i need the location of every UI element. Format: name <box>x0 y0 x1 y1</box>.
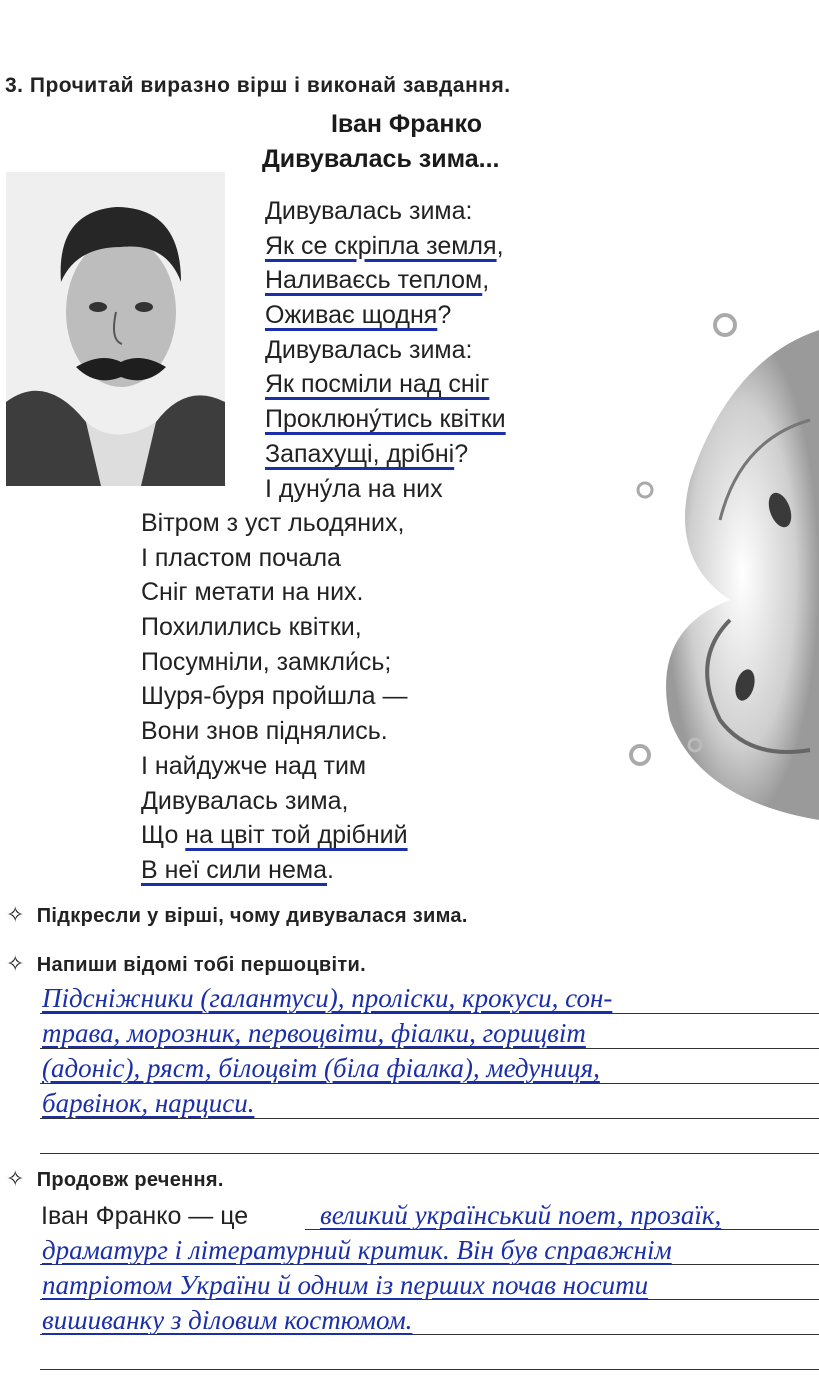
poem-line: Що на цвіт той дрібний <box>141 821 408 850</box>
poem-line: Проклюну́тись квітки <box>265 405 506 434</box>
poem-line: Дивувалась зима: <box>265 335 473 364</box>
poem-line: Як посміли над сніг <box>265 370 490 399</box>
snowdrop-swirl-illustration <box>610 300 819 820</box>
author-name: Іван Франко <box>330 110 482 138</box>
four-point-star-icon: ✧ <box>6 902 25 927</box>
poem-line: Дивувалась зима, <box>141 786 349 815</box>
poem-line: І дуну́ла на них <box>265 474 443 503</box>
poem-lower <box>141 506 408 888</box>
answer-sentence-line[interactable]: великий український поет, прозаїк, <box>320 1200 722 1230</box>
task-write-flowers: ✧ Напиши відомі тобі першоцвіти. <box>6 951 366 976</box>
poem-line: Шуря-буря пройшла — <box>141 682 408 711</box>
answer-flowers-line[interactable]: трава, морозник, первоцвіти, фіалки, горицвіт <box>42 1018 586 1048</box>
poem-line: Як се скріпла земля, <box>265 231 504 260</box>
four-point-star-icon: ✧ <box>6 951 25 976</box>
portrait-image <box>6 172 225 486</box>
poem-line: Дивувалась зима: <box>265 197 473 225</box>
poem-line: В неї сили нема. <box>141 855 334 884</box>
answer-flowers-line[interactable]: Підсніжники (галантуси), проліски, крокуси, сон- <box>42 983 613 1013</box>
poem-line: Вони знов піднялись. <box>141 717 388 746</box>
task-continue-sentence: ✧ Продовж речення. <box>6 1166 224 1191</box>
poem-line: Наливаєсь теплом, <box>265 266 490 295</box>
answer-sentence-line[interactable]: вишиванку з діловим костюмом. <box>42 1305 413 1335</box>
poem-upper <box>265 194 506 506</box>
answer-sentence-line[interactable]: драматург і літературний критик. Він був справжнім <box>42 1235 672 1265</box>
four-point-star-icon: ✧ <box>6 1166 25 1191</box>
poem-line: Похилились квітки, <box>141 613 362 642</box>
writing-line <box>40 1369 819 1370</box>
poem-line: Сніг метати на них. <box>141 578 364 607</box>
answer-flowers-line[interactable]: (адоніс), ряст, білоцвіт (біла фіалка), медуниця, <box>42 1053 600 1083</box>
task-underline: ✧ Підкресли у вірші, чому дивувалася зима. <box>6 902 468 927</box>
poem-line: І пластом почала <box>141 543 341 572</box>
poem-line: Оживає щодня? <box>265 301 452 330</box>
poem-line: Посумніли, замкли́сь; <box>141 647 392 676</box>
poem-line: Запахущі, дрібні? <box>265 439 469 468</box>
writing-line <box>40 1153 819 1154</box>
task-title: 3. Прочитай виразно вірш і виконай завдання. <box>5 74 511 97</box>
answer-flowers-line[interactable]: барвінок, нарциси. <box>42 1088 255 1118</box>
sentence-lead: Іван Франко — це <box>41 1202 249 1230</box>
answer-sentence-line[interactable]: патріотом України й одним із перших почав носити <box>42 1270 649 1300</box>
poem-line: Вітром з уст льодяних, <box>141 509 405 537</box>
poem-line: І найдужче над тим <box>141 751 367 780</box>
poem-title: Дивувалась зима... <box>262 145 500 173</box>
